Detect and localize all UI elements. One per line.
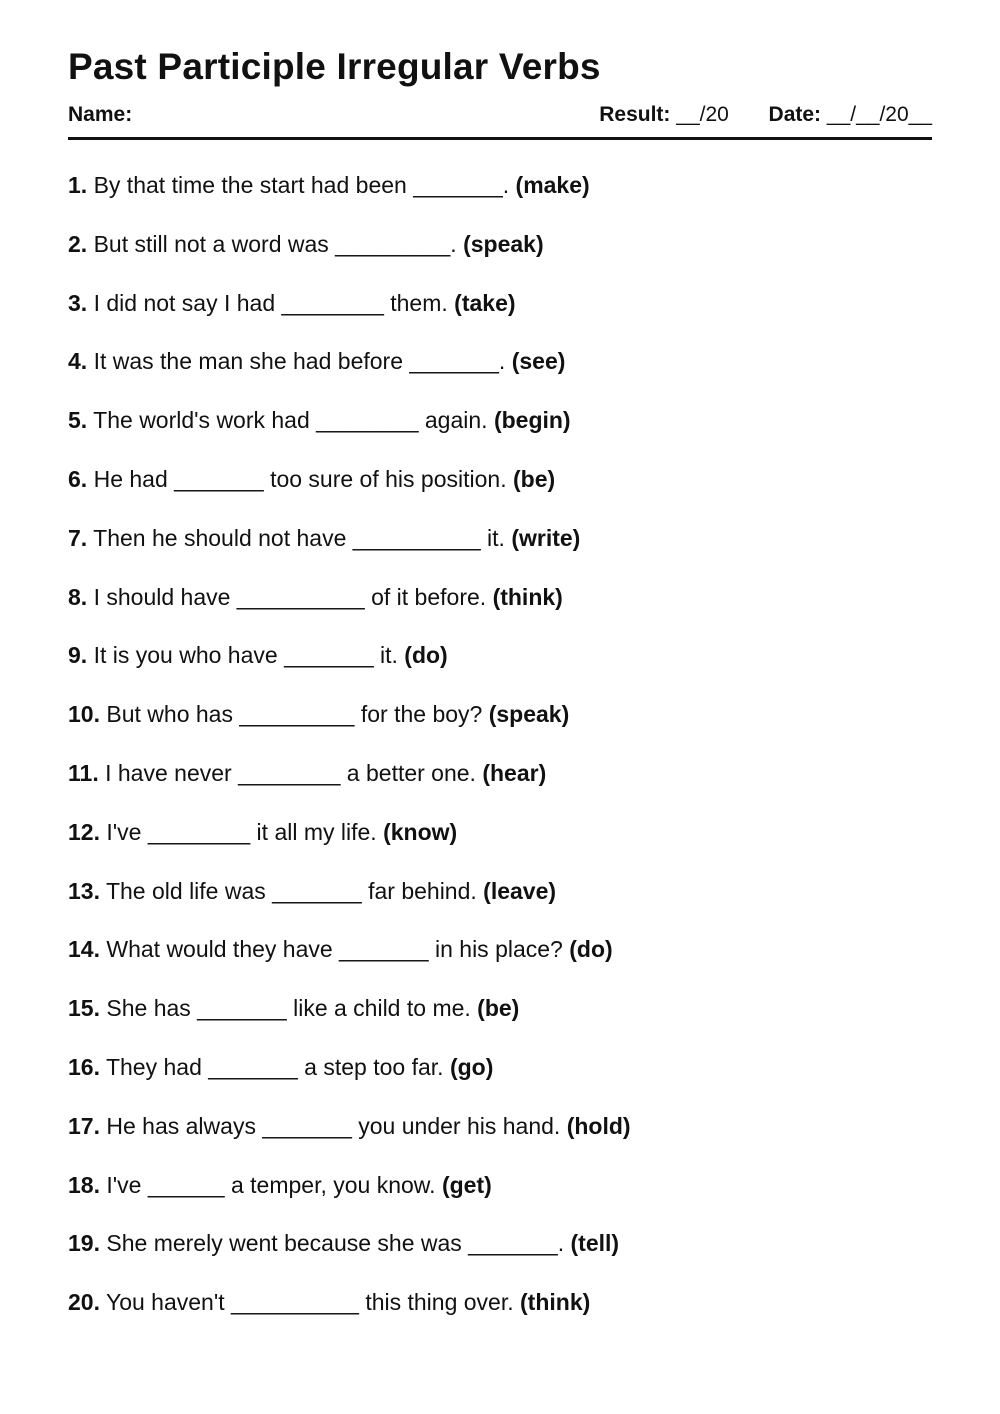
question-text: The world's work had ________ again. (93, 407, 488, 434)
verb-hint: (think) (520, 1289, 591, 1316)
question-number: 19. (68, 1230, 100, 1257)
date-value: __/__/20__ (826, 103, 932, 126)
question-text: I should have __________ of it before. (93, 583, 487, 610)
question-text: I've ______ a temper, you know. (106, 1171, 436, 1198)
verb-hint: (tell) (570, 1230, 620, 1257)
question-text: I've ________ it all my life. (106, 818, 377, 845)
question-item (68, 288, 631, 347)
verb-hint: (think) (492, 583, 563, 610)
verb-hint: (hear) (482, 759, 547, 786)
question-text: They had _______ a step too far. (105, 1053, 444, 1080)
question-item (68, 1170, 631, 1229)
question-item (68, 170, 631, 229)
question-item (68, 876, 631, 935)
question-number: 11. (68, 759, 99, 786)
question-number: 17. (68, 1112, 100, 1139)
question-text: But who has _________ for the boy? (106, 701, 483, 728)
question-text: She has _______ like a child to me. (106, 995, 471, 1022)
question-text: She merely went because she was _______. (106, 1230, 565, 1257)
question-number: 16. (68, 1053, 100, 1080)
question-item (68, 523, 631, 582)
question-item (68, 699, 631, 758)
question-text: By that time the start had been _______. (93, 172, 510, 198)
question-item (68, 582, 631, 641)
verb-hint: (leave) (483, 877, 557, 904)
name-label: Name: (68, 103, 133, 126)
result-value: __/20 (676, 103, 729, 126)
question-number: 4. (68, 348, 88, 375)
date-label: Date: (768, 103, 822, 126)
question-item (68, 640, 631, 699)
verb-hint: (speak) (488, 701, 570, 728)
question-item (68, 464, 631, 523)
verb-hint: (get) (441, 1171, 492, 1198)
question-text: But still not a word was _________. (93, 230, 457, 257)
question-text: He had _______ too sure of his position. (93, 465, 507, 492)
verb-hint: (do) (404, 642, 448, 669)
question-text: What would they have _______ in his place? (106, 936, 563, 963)
result-date-group (599, 103, 932, 127)
page-title: Past Participle Irregular Verbs (68, 46, 601, 87)
verb-hint: (be) (477, 995, 520, 1022)
question-item (68, 817, 631, 876)
question-number: 8. (68, 583, 88, 610)
question-number: 12. (68, 818, 100, 845)
question-number: 14. (68, 936, 100, 963)
question-number: 5. (68, 407, 88, 434)
question-text: Then he should not have __________ it. (93, 524, 505, 551)
question-text: He has always _______ you under his hand. (106, 1112, 561, 1139)
question-number: 3. (68, 289, 88, 316)
question-text: The old life was _______ far behind. (105, 877, 477, 904)
question-number: 2. (68, 230, 88, 257)
question-item (68, 1228, 631, 1287)
question-item (68, 405, 631, 464)
question-text: It is you who have _______ it. (93, 642, 398, 669)
question-text: You haven't __________ this thing over. (105, 1289, 514, 1316)
question-text: It was the man she had before _______. (93, 348, 506, 375)
verb-hint: (begin) (493, 407, 571, 434)
question-number: 13. (68, 877, 100, 904)
question-item (68, 346, 631, 405)
verb-hint: (do) (569, 936, 613, 963)
question-list (68, 170, 631, 1346)
question-item (68, 758, 631, 817)
question-number: 7. (68, 524, 88, 551)
question-item (68, 934, 631, 993)
question-item (68, 1111, 631, 1170)
verb-hint: (hold) (566, 1112, 631, 1139)
question-number: 1. (68, 172, 88, 198)
question-number: 20. (68, 1289, 100, 1316)
result-label: Result: (599, 103, 671, 126)
question-number: 15. (68, 995, 100, 1022)
question-item (68, 229, 631, 288)
question-item (68, 1052, 631, 1111)
verb-hint: (go) (449, 1053, 494, 1080)
verb-hint: (know) (383, 818, 458, 845)
verb-hint: (see) (511, 348, 566, 375)
verb-hint: (be) (512, 465, 556, 492)
worksheet-header (68, 103, 932, 131)
header-divider (68, 137, 932, 140)
question-number: 18. (68, 1171, 100, 1198)
verb-hint: (take) (454, 289, 516, 316)
verb-hint: (speak) (463, 230, 544, 257)
question-item (68, 1287, 631, 1346)
question-number: 10. (68, 701, 100, 728)
question-text: I have never ________ a better one. (105, 759, 476, 786)
verb-hint: (make) (515, 172, 590, 198)
question-number: 9. (68, 642, 88, 669)
verb-hint: (write) (511, 524, 581, 551)
question-item (68, 993, 631, 1052)
question-text: I did not say I had ________ them. (93, 289, 448, 316)
question-number: 6. (68, 465, 88, 492)
